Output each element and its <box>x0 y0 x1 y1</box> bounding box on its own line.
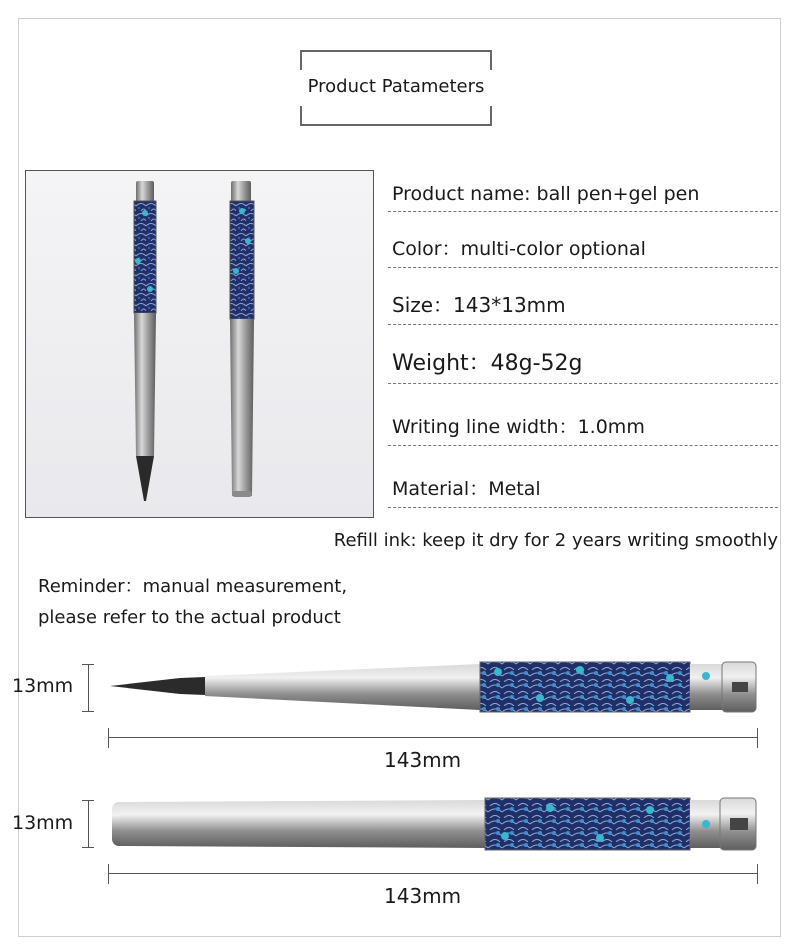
ballpen-upright <box>134 181 156 501</box>
gelpen-horizontal <box>110 794 760 854</box>
pen1-height-line <box>88 664 89 712</box>
pen2-height-label: 13mm <box>12 812 74 834</box>
spec-weight: Weight：48g-52g <box>388 342 778 384</box>
section-title <box>300 50 492 126</box>
reminder-line-1: Reminder：manual measurement, <box>38 576 348 597</box>
pen2-length-label: 143mm <box>384 884 462 908</box>
pen1-length-label: 143mm <box>384 748 462 772</box>
reminder-line-2: please refer to the actual product <box>38 607 341 628</box>
pen2-height-line <box>88 800 89 848</box>
pen2-length-tick-left <box>108 864 109 884</box>
pen2-length-line <box>108 873 758 874</box>
spec-color: Color：multi-color optional <box>388 228 778 268</box>
title-bracket-top <box>300 50 492 70</box>
spec-material: Material：Metal <box>388 468 778 508</box>
pen2-height-tick-bottom <box>82 847 94 848</box>
pen1-height-tick-top <box>82 664 94 665</box>
spec-line-width: Writing line width：1.0mm <box>388 406 778 446</box>
product-photo <box>25 170 374 518</box>
spec-size: Size：143*13mm <box>388 285 778 325</box>
pen1-length-line <box>108 737 758 738</box>
spec-product-name: Product name: ball pen+gel pen <box>388 172 778 212</box>
title-bracket-bottom <box>300 106 492 126</box>
pen2-length-tick-right <box>757 864 758 884</box>
pen1-height-tick-bottom <box>82 711 94 712</box>
pen1-length-tick-right <box>757 728 758 748</box>
ballpen-horizontal <box>110 658 760 718</box>
pen1-length-tick-left <box>108 728 109 748</box>
pen1-height-label: 13mm <box>12 675 74 697</box>
page-title: Product Patameters <box>300 76 492 97</box>
gelpen-upright <box>230 181 254 497</box>
refill-note: Refill ink: keep it dry for 2 years writing smoothly <box>333 530 778 551</box>
pen2-height-tick-top <box>82 800 94 801</box>
